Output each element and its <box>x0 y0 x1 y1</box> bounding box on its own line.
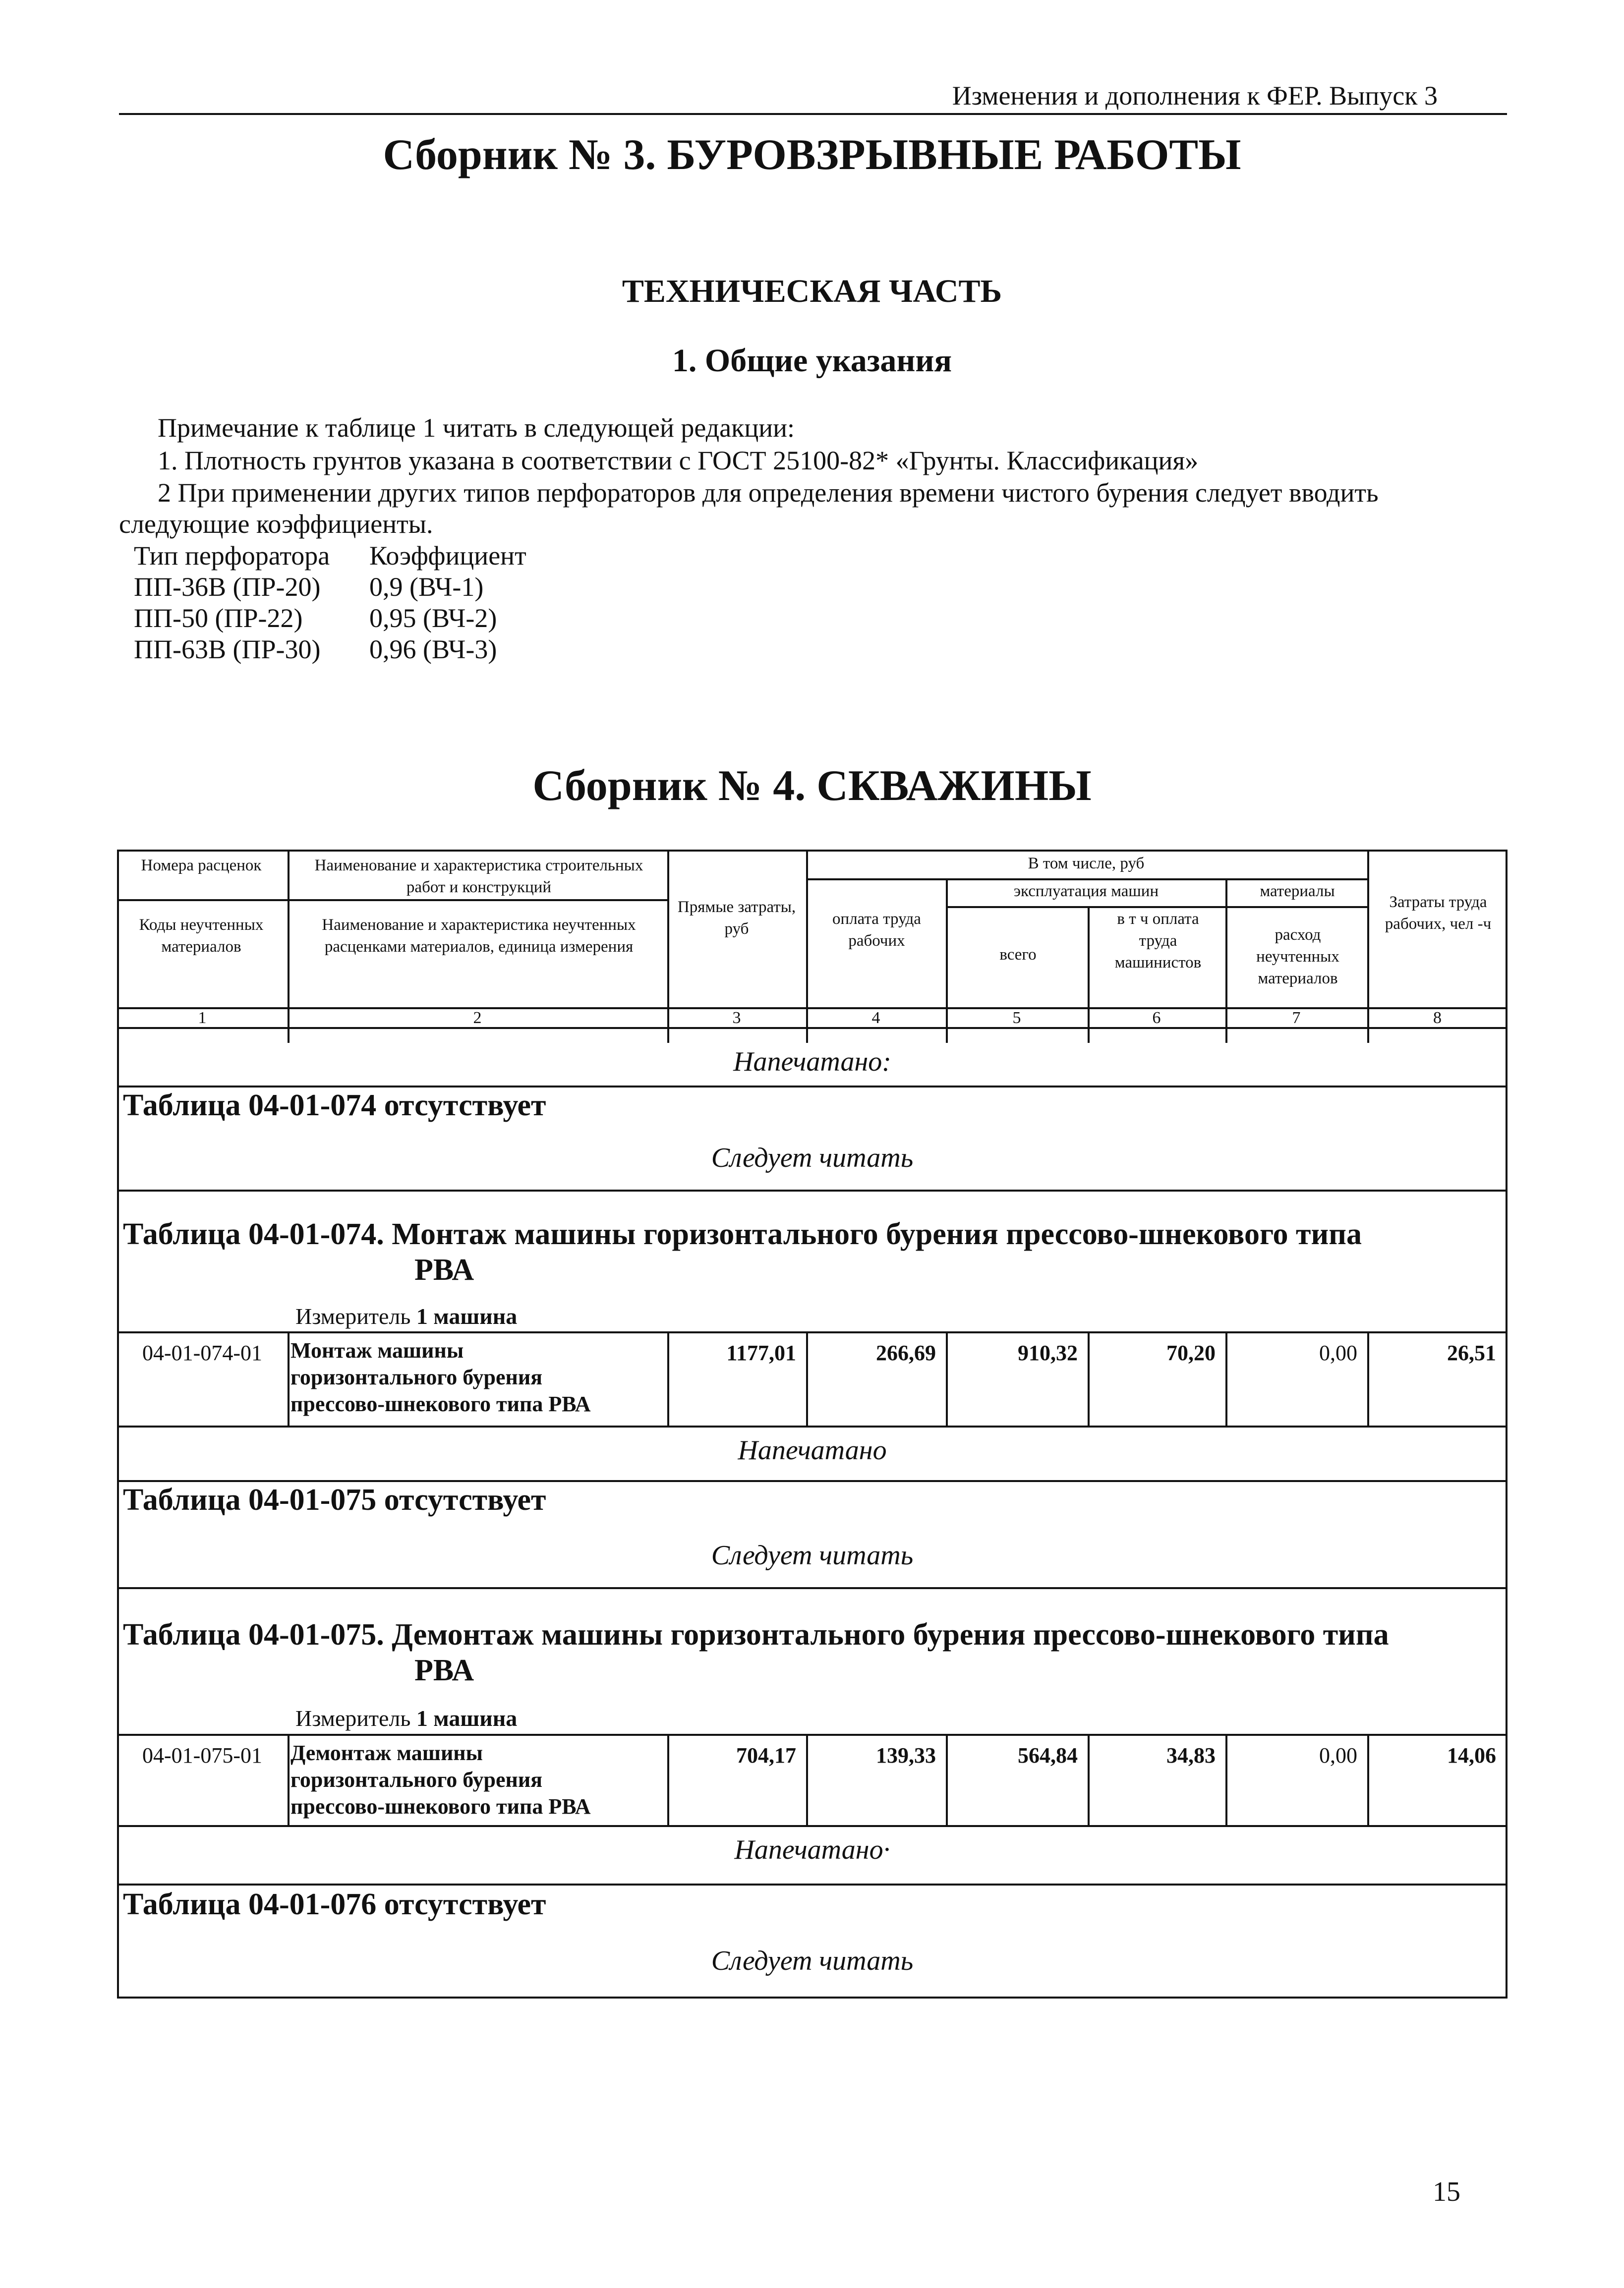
r074-code: 04-01-074-01 <box>142 1341 262 1365</box>
printed-label: Напечатано: <box>733 1046 891 1077</box>
th-machine-op: эксплуатация машин <box>1013 882 1159 900</box>
t075-title-2: РВА <box>414 1654 474 1687</box>
th-incl-machinists: в т ч оплата труда машинистов <box>1114 910 1202 972</box>
coef-header-value: Коэффициент <box>369 541 526 571</box>
grid-line <box>1088 1734 1090 1825</box>
coef-header-type: Тип перфоратора <box>134 541 330 571</box>
absent-074: Таблица 04-01-074 отсутствует <box>123 1088 546 1122</box>
grid-line <box>117 1884 1508 1886</box>
th-codes: Коды неучтенных материалов <box>139 916 264 956</box>
th-total: всего <box>999 946 1037 964</box>
grid-line <box>1367 1734 1369 1825</box>
r074-direct: 1177,01 <box>726 1341 796 1365</box>
grid-line <box>1225 1734 1227 1825</box>
collection3-title: Сборник № 3. БУРОВЗРЫВНЫЕ РАБОТЫ <box>383 131 1241 179</box>
coef-value: 0,95 (ВЧ-2) <box>369 603 497 633</box>
grid-line <box>117 1426 1508 1428</box>
r074-name-line: горизонтального бурения <box>290 1365 543 1389</box>
r075-direct: 704,17 <box>736 1743 796 1768</box>
section-heading: 1. Общие указания <box>672 343 952 379</box>
t075-title-1: Таблица 04-01-075. Демонтаж машины горизонтального бурения прессово-шнекового типа <box>123 1618 1389 1652</box>
r074-machine-total: 910,32 <box>1018 1341 1078 1365</box>
collection4-title: Сборник № 4. СКВАЖИНЫ <box>532 762 1092 810</box>
grid-line <box>946 1331 948 1426</box>
table-border-top <box>117 850 1508 852</box>
col-num: 6 <box>1152 1009 1161 1027</box>
r075-machinists: 34,83 <box>1166 1743 1216 1768</box>
th-materials: материалы <box>1260 882 1335 900</box>
r075-name-line: горизонтального бурения <box>290 1768 543 1792</box>
th-unaccounted-use: расход неучтенных материалов <box>1256 926 1339 987</box>
grid-line <box>117 1734 1508 1736</box>
grid-line <box>667 1331 669 1426</box>
r074-materials: 0,00 <box>1319 1341 1357 1365</box>
coef-value: 0,96 (ВЧ-3) <box>369 634 497 664</box>
coef-row <box>134 572 484 602</box>
r075-materials: 0,00 <box>1319 1743 1357 1768</box>
read-label: Следует читать <box>711 1143 914 1173</box>
grid-line <box>1225 1331 1227 1426</box>
grid-line <box>117 899 667 901</box>
page-number: 15 <box>1433 2176 1460 2207</box>
note-intro: Примечание к таблице 1 читать в следующей редакции: <box>158 413 795 443</box>
read-label: Следует читать <box>711 1945 914 1976</box>
th-work-name: Наименование и характеристика строительных работ и конструкций <box>314 857 643 896</box>
absent-076: Таблица 04-01-076 отсутствует <box>123 1888 546 1921</box>
t075-measure <box>295 1705 517 1731</box>
coef-type: ПП-50 (ПР-22) <box>134 603 303 633</box>
t074-title-2: РВА <box>414 1253 474 1287</box>
measure-value: 1 машина <box>416 1706 518 1731</box>
rates-table <box>117 850 1508 1999</box>
table-border-bottom <box>117 1997 1508 1999</box>
col-num: 2 <box>473 1009 482 1027</box>
grid-line <box>117 1331 1508 1333</box>
col-num: 5 <box>1012 1009 1021 1027</box>
read-label: Следует читать <box>711 1540 914 1571</box>
th-direct-costs: Прямые затраты, руб <box>677 898 796 938</box>
measure-value: 1 машина <box>416 1304 518 1329</box>
running-header-text: Изменения и дополнения к ФЕР. Выпуск 3 <box>952 81 1438 111</box>
grid-line <box>1088 1331 1090 1426</box>
r074-name-line: Монтаж машины <box>290 1338 464 1363</box>
grid-line <box>806 1734 808 1825</box>
r075-labor: 139,33 <box>876 1743 936 1768</box>
th-labor-costs: Затраты труда рабочих, чел -ч <box>1385 893 1492 933</box>
measure-label: Измеритель <box>295 1706 411 1731</box>
r075-name <box>290 1740 667 1820</box>
grid-line <box>1367 1331 1369 1426</box>
r074-name-line: прессово-шнекового типа РВА <box>290 1392 591 1416</box>
note-1: 1. Плотность грунтов указана в соответствии с ГОСТ 25100-82* «Грунты. Классификация» <box>158 446 1199 475</box>
coef-value: 0,9 (ВЧ-1) <box>369 572 484 602</box>
r075-name-line: Демонтаж машины <box>290 1741 483 1765</box>
printed-label: Напечатано· <box>734 1834 890 1865</box>
note-2-line1: 2 При применении других типов перфораторов для определения времени чистого бурения следует вводить <box>158 478 1379 508</box>
coef-row <box>134 634 497 665</box>
grid-line <box>288 1331 290 1426</box>
col-num: 3 <box>732 1009 741 1027</box>
col-num: 1 <box>198 1009 207 1027</box>
th-labor-pay: оплата труда рабочих <box>832 910 921 950</box>
r074-machinists: 70,20 <box>1166 1341 1216 1365</box>
grid-line <box>117 1587 1508 1589</box>
col-num: 4 <box>871 1009 880 1027</box>
r075-labor-costs: 14,06 <box>1447 1743 1496 1768</box>
measure-label: Измеритель <box>295 1304 411 1329</box>
grid-line <box>667 1734 669 1825</box>
coef-type: ПП-36В (ПР-20) <box>134 572 321 602</box>
coef-header <box>134 540 526 571</box>
r074-labor-costs: 26,51 <box>1447 1341 1496 1365</box>
r075-name-line: прессово-шнекового типа РВА <box>290 1794 591 1819</box>
tech-part-heading: ТЕХНИЧЕСКАЯ ЧАСТЬ <box>622 273 1002 309</box>
grid-line <box>117 1190 1508 1192</box>
grid-line <box>117 1825 1508 1827</box>
grid-line <box>288 1734 290 1825</box>
t074-measure <box>295 1303 517 1329</box>
r074-labor: 266,69 <box>876 1341 936 1365</box>
t074-title-1: Таблица 04-01-074. Монтаж машины горизонтального бурения прессово-шнекового типа <box>123 1217 1362 1251</box>
grid-line <box>806 1331 808 1426</box>
th-unacc-name: Наименование и характеристика неучтенных расценками материалов, единица измерения <box>322 916 636 956</box>
coef-row <box>134 603 497 633</box>
th-incl: В том числе, руб <box>1028 855 1145 872</box>
coef-type: ПП-63В (ПР-30) <box>134 634 321 664</box>
col-num: 8 <box>1433 1009 1442 1027</box>
col-num: 7 <box>1292 1009 1301 1027</box>
note-2-line2: следующие коэффициенты. <box>119 509 433 539</box>
running-header <box>119 74 1507 115</box>
grid-line <box>946 1734 948 1825</box>
absent-075: Таблица 04-01-075 отсутствует <box>123 1483 546 1517</box>
printed-label: Напечатано <box>738 1435 887 1466</box>
r074-name <box>290 1337 667 1418</box>
r075-code: 04-01-075-01 <box>142 1743 262 1768</box>
r075-machine-total: 564,84 <box>1018 1743 1078 1768</box>
th-rate-numbers: Номера расценок <box>141 857 262 874</box>
